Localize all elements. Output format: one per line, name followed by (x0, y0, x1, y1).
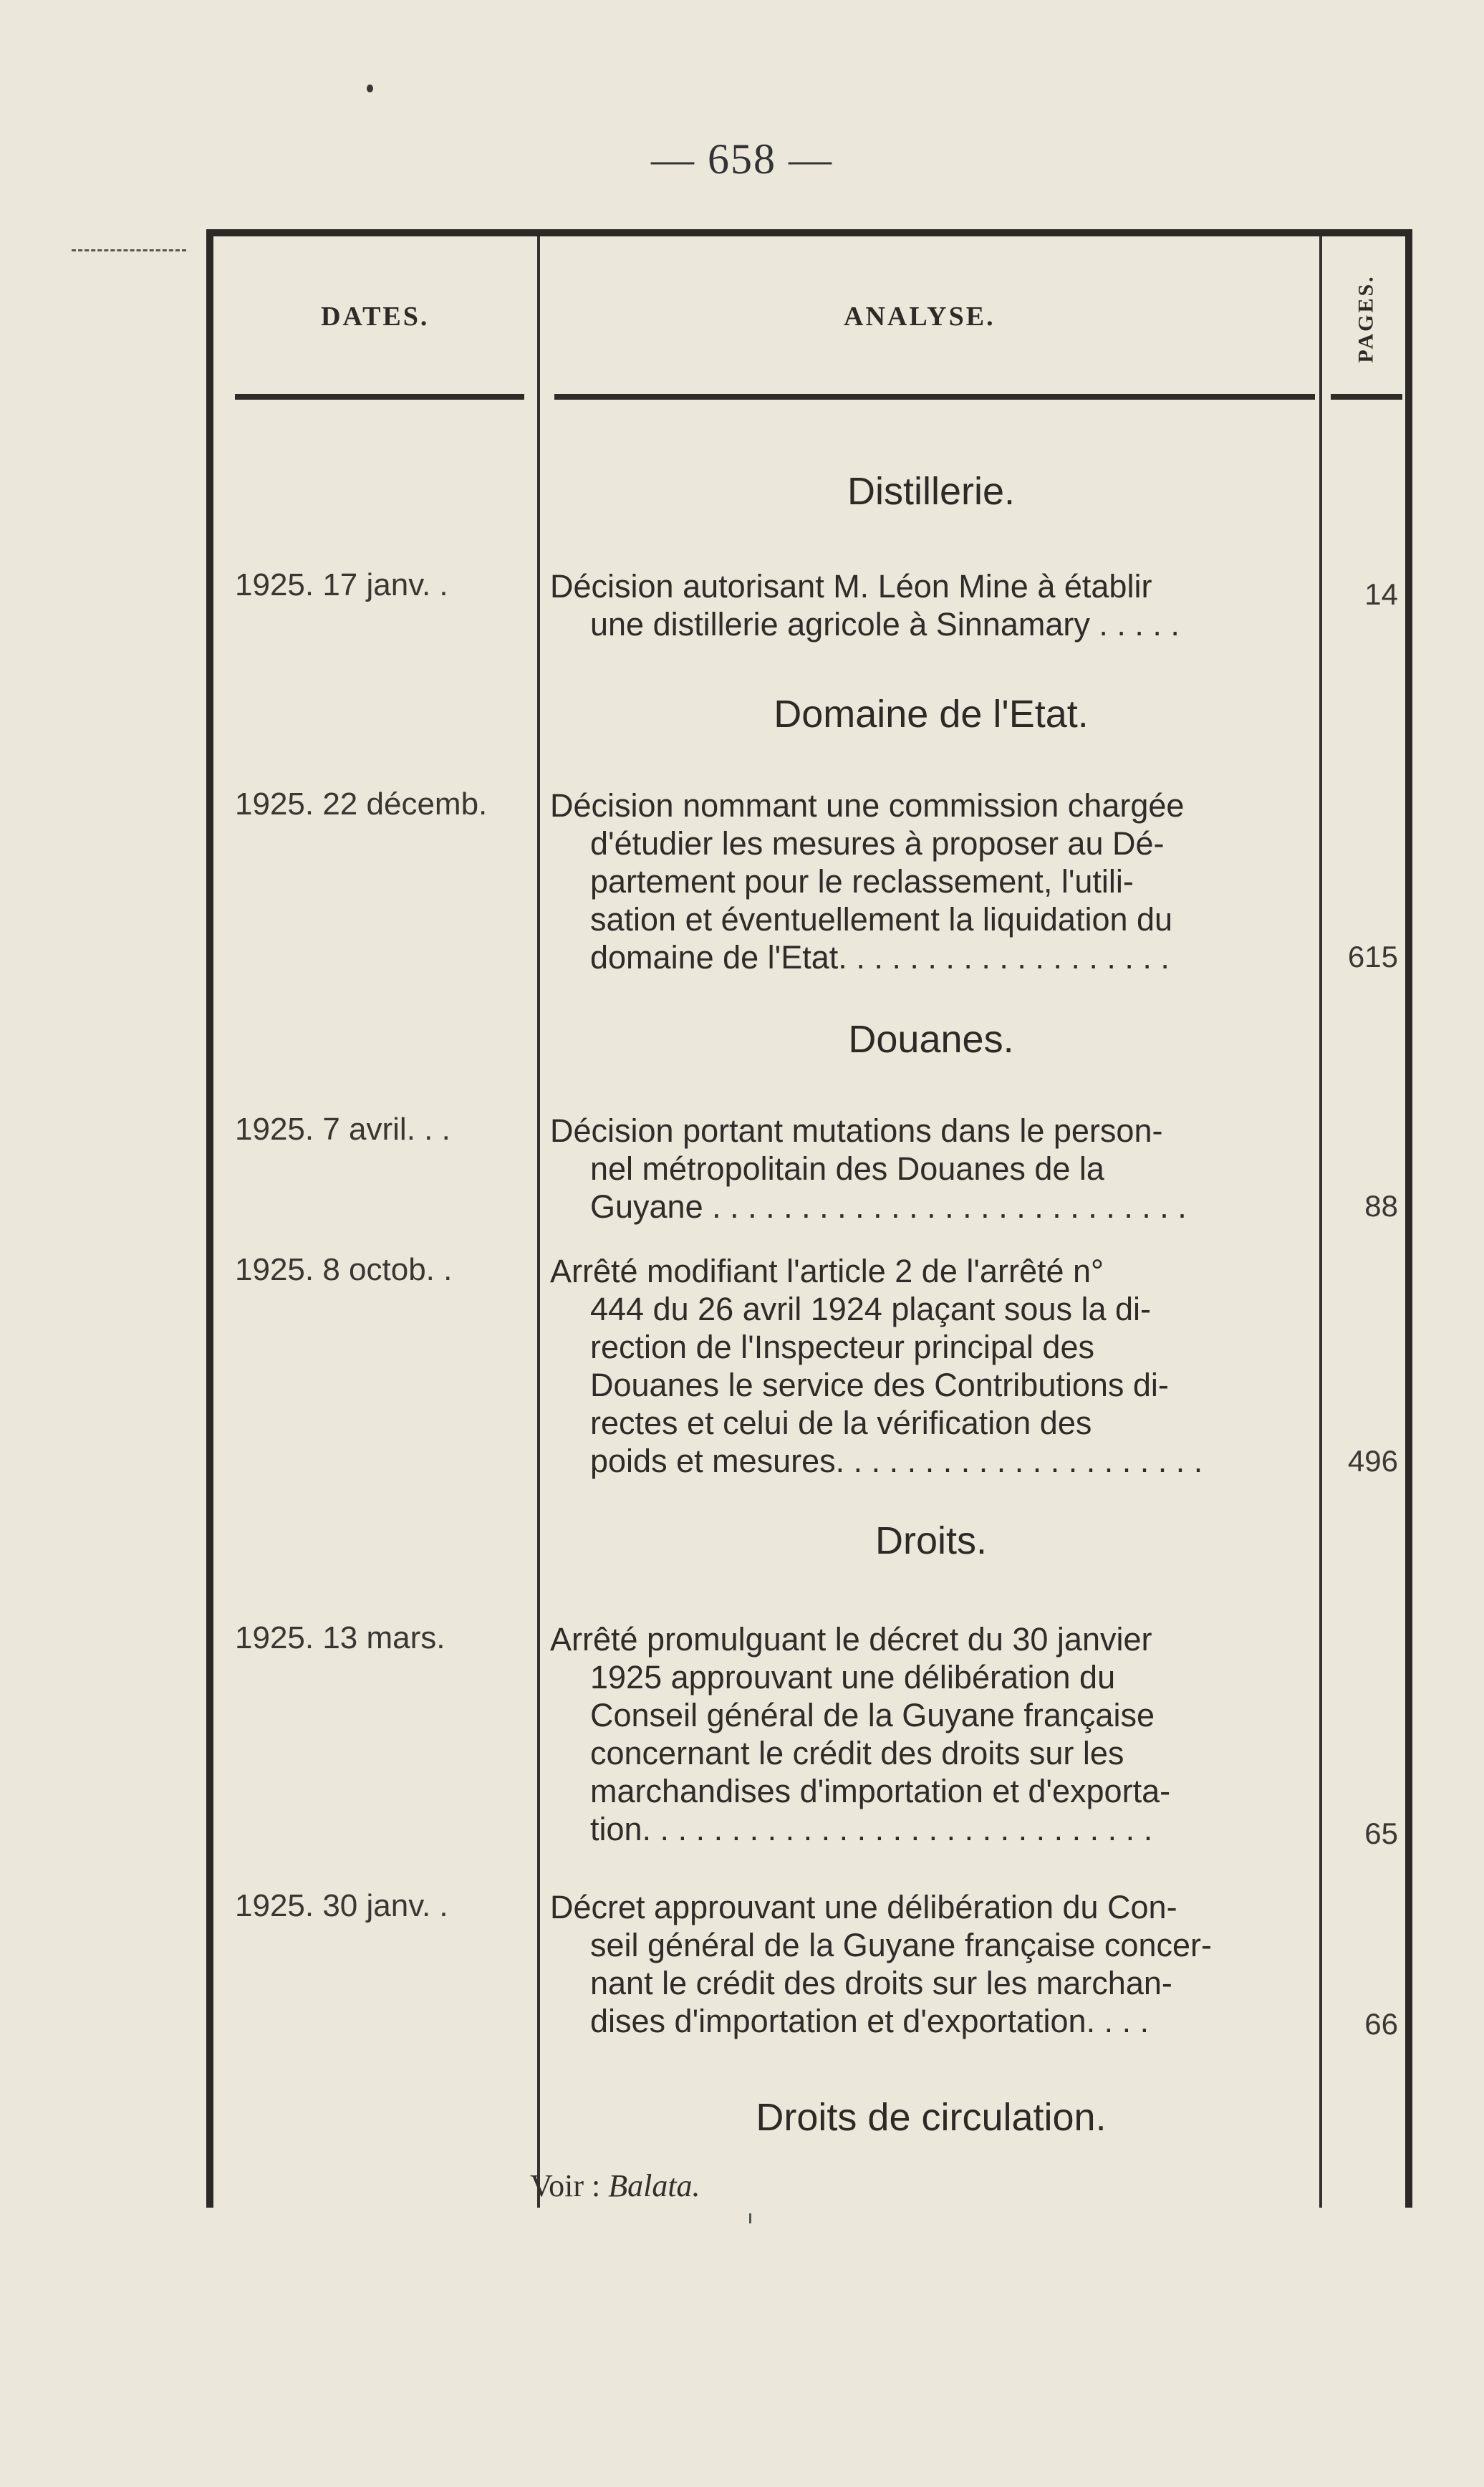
entry-line: Arrêté modifiant l'article 2 de l'arrêté n° (550, 1253, 1104, 1289)
see-also-reference (530, 2168, 700, 2204)
column-divider-dates (537, 236, 540, 2208)
header-analyse: ANALYSE. (844, 302, 996, 332)
header-dates: DATES. (321, 302, 430, 332)
entry-date: 1925. 17 janv. . (235, 567, 448, 602)
ink-dot (367, 85, 373, 92)
entry-page: 496 (1347, 1444, 1398, 1478)
section-title-droits-circulation: Droits de circulation. (756, 2096, 1107, 2139)
entry-line: dises d'importation et d'exportation. . . . (590, 2003, 1150, 2039)
entry-page: 66 (1364, 2007, 1398, 2041)
column-divider-pages (1319, 236, 1322, 2208)
entry-analysis (550, 786, 1309, 976)
entry-line: partement pour le reclassement, l'utili- (590, 863, 1134, 900)
ink-tick (749, 2213, 751, 2223)
see-also-target: Balata. (608, 2168, 700, 2203)
entry-analysis (550, 1888, 1309, 2040)
entry-line: nant le crédit des droits sur les marchan- (590, 1965, 1172, 2001)
entry-line: 1925 approuvant une délibération du (590, 1659, 1116, 1695)
entry-line: domaine de l'Etat. . . . . . . . . . . . . . . . . . . (590, 939, 1170, 976)
entry-line: Conseil général de la Guyane française (590, 1697, 1155, 1733)
entry-line: tion. . . . . . . . . . . . . . . . . . . . . . . . . . . . . (590, 1811, 1153, 1847)
entry-line: Décision portant mutations dans le person- (550, 1112, 1163, 1149)
header-rule-dates (235, 394, 524, 400)
see-also-label: Voir : (530, 2168, 601, 2203)
entry-line: Douanes le service des Contributions di- (590, 1367, 1169, 1403)
entry-line: Décision nommant une commission chargée (550, 787, 1185, 824)
entry-analysis (550, 1112, 1309, 1226)
entry-line: concernant le crédit des droits sur les (590, 1735, 1124, 1771)
entry-date: 1925. 7 avril. . . (235, 1112, 450, 1147)
entry-analysis (550, 567, 1309, 643)
entry-page: 615 (1347, 940, 1398, 973)
entry-line: Décision autorisant M. Léon Mine à établir (550, 568, 1152, 605)
entry-line: rectes et celui de la vérification des (590, 1405, 1092, 1441)
entry-line: 444 du 26 avril 1924 plaçant sous la di- (590, 1291, 1152, 1327)
section-title-douanes: Douanes. (848, 1018, 1014, 1061)
header-pages-cell (1339, 258, 1394, 380)
margin-dash (72, 249, 186, 251)
entry-date: 1925. 13 mars. (235, 1620, 445, 1655)
entry-line: nel métropolitain des Douanes de la (590, 1150, 1104, 1187)
entry-line: une distillerie agricole à Sinnamary . . . . . (590, 606, 1180, 643)
entry-line: d'étudier les mesures à proposer au Dé- (590, 825, 1165, 862)
page-number: — 658 — (651, 135, 833, 183)
entry-analysis (550, 1252, 1309, 1480)
entry-line: Guyane . . . . . . . . . . . . . . . . . . . . . . . . . . . (590, 1188, 1187, 1225)
entry-line: Décret approuvant une délibération du Con- (550, 1889, 1177, 1925)
entry-analysis (550, 1620, 1309, 1848)
entry-date: 1925. 8 octob. . (235, 1252, 453, 1287)
entry-line: Arrêté promulguant le décret du 30 janvier (550, 1621, 1152, 1658)
entry-date: 1925. 22 décemb. (235, 786, 488, 822)
header-pages: PAGES. (1354, 274, 1379, 363)
entry-line: rection de l'Inspecteur principal des (590, 1329, 1094, 1365)
header-rule-pages (1331, 394, 1402, 400)
entry-page: 88 (1364, 1189, 1398, 1223)
section-title-distillerie: Distillerie. (847, 470, 1016, 513)
entry-line: poids et mesures. . . . . . . . . . . . . . . . . . . . . (590, 1443, 1203, 1479)
entry-page: 65 (1364, 1817, 1398, 1850)
section-title-droits: Droits. (874, 1519, 987, 1562)
entry-line: sation et éventuellement la liquidation du (590, 901, 1173, 938)
entry-page: 14 (1364, 577, 1398, 611)
header-rule-analyse (554, 394, 1315, 400)
index-table (206, 229, 1412, 2208)
entry-line: seil général de la Guyane française concer- (590, 1927, 1212, 1963)
section-title-domaine: Domaine de l'Etat. (774, 693, 1089, 736)
entry-date: 1925. 30 janv. . (235, 1888, 448, 1923)
entry-line: marchandises d'importation et d'exporta- (590, 1773, 1171, 1809)
